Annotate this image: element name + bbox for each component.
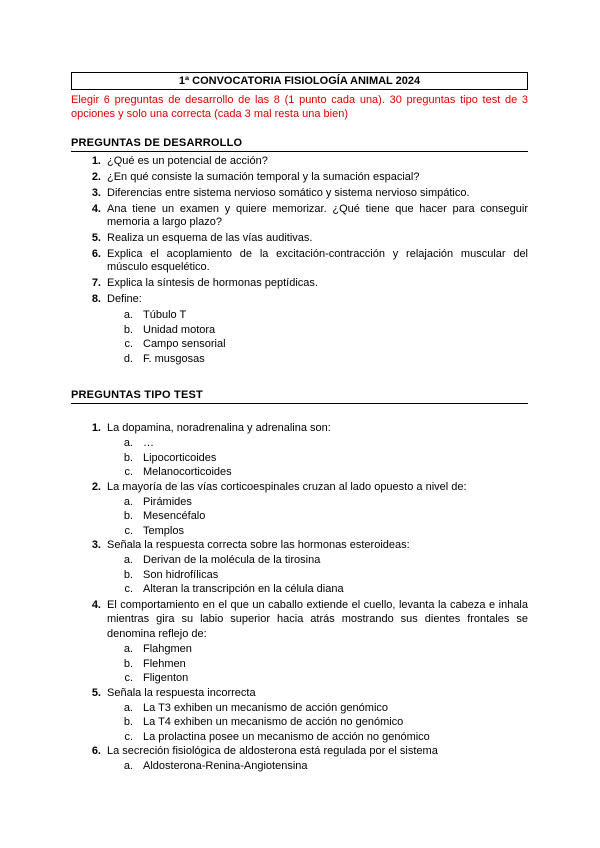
option-letter: a. <box>123 554 133 566</box>
question-number: 5. <box>91 232 101 244</box>
option-item <box>71 524 528 539</box>
option-text: … <box>143 437 154 449</box>
question-number: 1. <box>91 155 101 167</box>
option-item <box>71 582 528 597</box>
option-text: La T4 exhiben un mecanismo de acción no genómico <box>143 716 404 728</box>
option-item <box>71 352 528 367</box>
option-letter: a. <box>123 437 133 449</box>
list-item <box>71 232 528 245</box>
question-number: 4. <box>91 598 101 611</box>
option-text: Fligenton <box>143 672 189 684</box>
option-text: Mesencéfalo <box>143 510 206 522</box>
question-text: Define: <box>107 293 142 305</box>
list-item <box>71 481 528 494</box>
question-number: 3. <box>91 539 101 551</box>
question-text: Ana tiene un examen y quiere memorizar. ¿Qué tiene que hacer para conseguir memoria a largo plazo? <box>107 203 528 228</box>
option-text: Pirámides <box>143 495 192 508</box>
option-text: Templos <box>143 524 184 537</box>
list-item <box>71 422 528 435</box>
option-letter: b. <box>123 451 133 464</box>
option-text: Son hidrofílicas <box>143 568 219 581</box>
question-number: 6. <box>91 248 101 260</box>
desarrollo-question-list <box>71 155 528 366</box>
question-text: El comportamiento en el que un caballo extiende el cuello, levanta la cabeza e inhala mientras gira su labio superior hacia atrás mostrando sus dientes frontales se denomina reflejo de: <box>107 598 528 640</box>
section-heading-desarrollo: PREGUNTAS DE DESARROLLO <box>71 137 528 152</box>
option-letter: d. <box>123 352 133 365</box>
option-item <box>71 509 528 524</box>
option-letter: c. <box>124 583 133 595</box>
list-item <box>71 293 528 306</box>
option-item <box>71 553 528 568</box>
option-letter: b. <box>123 510 133 522</box>
question-text: Diferencias entre sistema nervioso somático y sistema nervioso simpático. <box>107 187 470 199</box>
exam-instructions: Elegir 6 preguntas de desarrollo de las 8 (1 punto cada una). 30 preguntas tipo test de 3 opciones y solo una correcta (cada 3 mal resta una bien) <box>71 94 528 120</box>
option-item <box>71 465 528 480</box>
option-text: Unidad motora <box>143 323 216 336</box>
option-text: Flehmen <box>143 657 186 670</box>
option-letter: b. <box>123 716 133 728</box>
option-item <box>71 715 528 730</box>
question-text: Señala la respuesta incorrecta <box>107 686 256 699</box>
question-text: Explica el acoplamiento de la excitación-contracción y relajación muscular del músculo esquelético. <box>107 248 528 273</box>
question-number: 3. <box>91 187 101 199</box>
option-text: Alteran la transcripción en la célula diana <box>143 583 344 595</box>
option-letter: a. <box>123 495 133 508</box>
option-text: Melanocorticoides <box>143 466 232 478</box>
list-item <box>71 248 528 274</box>
option-text: La T3 exhiben un mecanismo de acción genómico <box>143 701 389 714</box>
option-letter: a. <box>123 701 133 714</box>
list-item <box>71 171 528 184</box>
list-item <box>71 687 528 700</box>
option-text: Campo sensorial <box>143 338 226 350</box>
list-item <box>71 155 528 168</box>
list-item <box>71 277 528 290</box>
question-text: Realiza un esquema de las vías auditivas. <box>107 232 313 244</box>
option-letter: c. <box>124 524 133 537</box>
option-text: Derivan de la molécula de la tirosina <box>143 554 321 566</box>
option-item <box>71 568 528 583</box>
question-text: ¿Qué es un potencial de acción? <box>107 155 268 167</box>
question-text: Señala la respuesta correcta sobre las hormonas esteroideas: <box>107 539 410 551</box>
exam-title: 1ª CONVOCATORIA FISIOLOGÍA ANIMAL 2024 <box>71 72 528 90</box>
option-text: Flahgmen <box>143 643 192 655</box>
option-text: La prolactina posee un mecanismo de acción no genómico <box>143 730 430 743</box>
list-item <box>71 598 528 642</box>
option-item <box>71 495 528 510</box>
question-text: ¿En qué consiste la sumación temporal y la sumación espacial? <box>107 171 420 183</box>
option-item <box>71 657 528 672</box>
option-letter: c. <box>124 672 133 684</box>
question-text: La mayoría de las vías corticoespinales cruzan al lado opuesto a nivel de: <box>107 480 467 493</box>
option-item <box>71 642 528 657</box>
option-letter: a. <box>123 643 133 655</box>
question-number: 1. <box>91 422 101 434</box>
test-question-list <box>71 422 528 774</box>
option-text: Túbulo T <box>143 309 187 321</box>
section-heading-test: PREGUNTAS TIPO TEST <box>71 389 528 404</box>
question-number: 7. <box>91 277 101 289</box>
list-item <box>71 539 528 552</box>
option-letter: c. <box>124 466 133 478</box>
question-number: 2. <box>91 480 101 493</box>
option-item <box>71 759 528 774</box>
list-item <box>71 203 528 229</box>
option-letter: a. <box>123 760 133 772</box>
option-letter: a. <box>123 309 133 321</box>
option-item <box>71 671 528 686</box>
question-text: Explica la síntesis de hormonas peptídicas. <box>107 277 318 289</box>
option-text: F. musgosas <box>143 352 205 365</box>
option-item <box>71 730 528 745</box>
option-item <box>71 323 528 338</box>
question-number: 6. <box>91 745 101 757</box>
option-item <box>71 436 528 451</box>
option-text: Lipocorticoides <box>143 451 217 464</box>
question-number: 5. <box>91 686 101 699</box>
question-text: La secreción fisiológica de aldosterona está regulada por el sistema <box>107 745 438 757</box>
list-item <box>71 187 528 200</box>
option-item <box>71 451 528 466</box>
option-letter: c. <box>124 338 133 350</box>
list-item <box>71 745 528 758</box>
question-text: La dopamina, noradrenalina y adrenalina son: <box>107 422 331 434</box>
option-item <box>71 701 528 716</box>
option-letter: b. <box>123 568 133 581</box>
question-number: 2. <box>91 171 101 183</box>
option-item <box>71 337 528 352</box>
option-letter: c. <box>124 730 133 743</box>
option-letter: b. <box>123 323 133 336</box>
question-number: 4. <box>91 203 101 215</box>
option-text: Aldosterona-Renina-Angiotensina <box>143 760 308 772</box>
option-letter: b. <box>123 657 133 670</box>
question-number: 8. <box>91 293 101 305</box>
option-item <box>71 308 528 323</box>
